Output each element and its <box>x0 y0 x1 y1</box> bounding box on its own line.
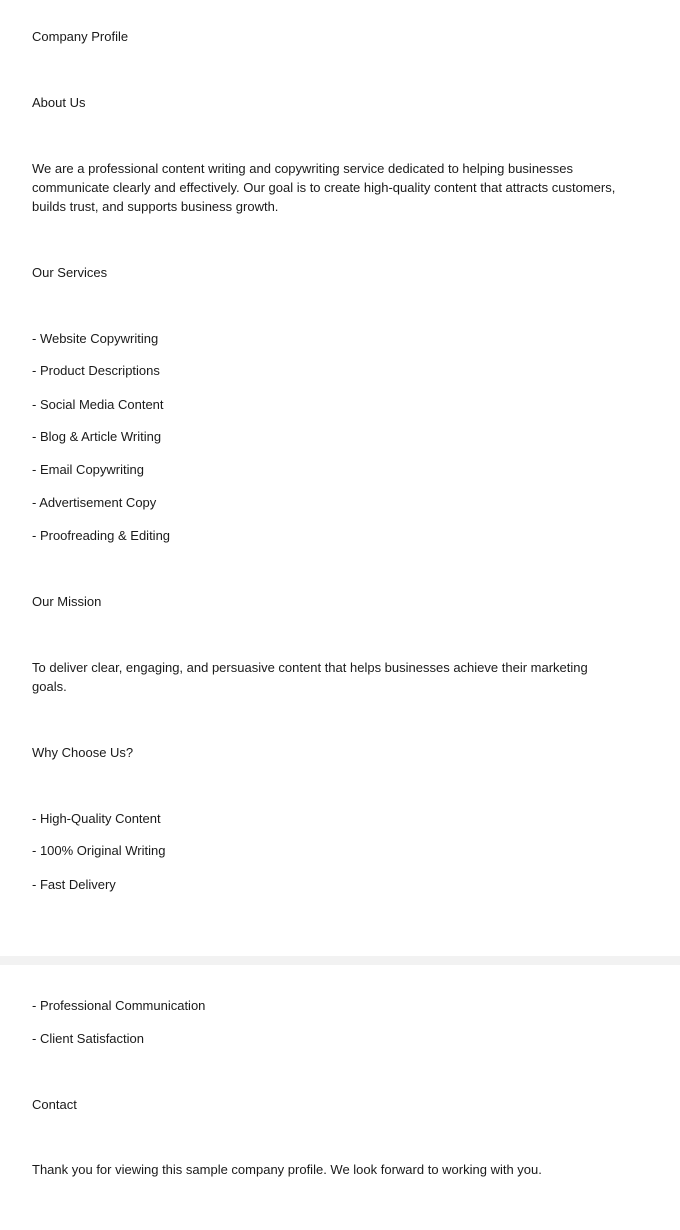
about-heading: About Us <box>32 95 86 110</box>
contact-body: Thank you for viewing this sample company profile. We look forward to working with you. <box>32 1162 542 1177</box>
why-list-item: - Professional Communication <box>32 998 206 1013</box>
services-list-item: - Advertisement Copy <box>32 495 157 510</box>
about-body-line: We are a professional content writing and copywriting service dedicated to helping businesses <box>32 161 574 176</box>
services-list-item: - Product Descriptions <box>32 363 160 378</box>
why-list-item: - 100% Original Writing <box>32 843 166 858</box>
about-body-line: communicate clearly and effectively. Our goal is to create high-quality content that attracts customers, <box>32 180 616 195</box>
services-list-item: - Blog & Article Writing <box>32 429 162 444</box>
services-list-item: - Website Copywriting <box>32 331 159 346</box>
mission-body-line: To deliver clear, engaging, and persuasive content that helps businesses achieve their marketing <box>32 660 588 675</box>
why-list-item: - Client Satisfaction <box>32 1031 144 1046</box>
services-heading: Our Services <box>32 265 108 280</box>
mission-heading: Our Mission <box>32 594 102 609</box>
page-break-divider <box>0 956 680 965</box>
mission-body-line: goals. <box>32 679 67 694</box>
document-title: Company Profile <box>32 29 129 44</box>
about-body-line: builds trust, and supports business growth. <box>32 199 279 214</box>
why-heading: Why Choose Us? <box>32 745 134 760</box>
services-list-item: - Proofreading & Editing <box>32 528 171 543</box>
why-list-item: - High-Quality Content <box>32 811 161 826</box>
contact-heading: Contact <box>32 1097 77 1112</box>
why-list-item: - Fast Delivery <box>32 877 116 892</box>
services-list-item: - Email Copywriting <box>32 462 144 477</box>
services-list-item: - Social Media Content <box>32 397 164 412</box>
